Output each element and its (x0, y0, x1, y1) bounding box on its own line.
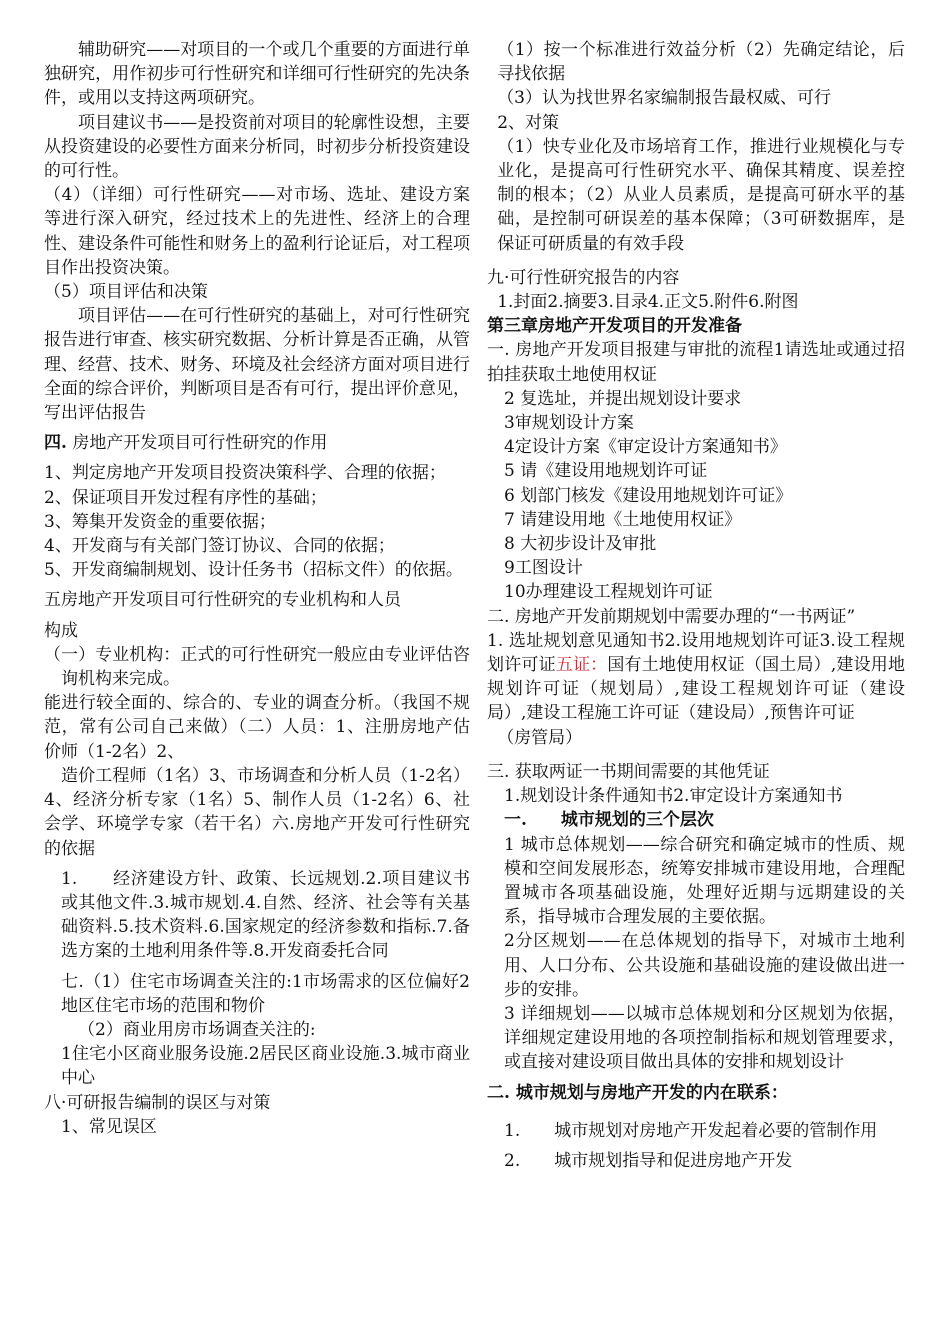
list-item: 10办理建设工程规划许可证 (504, 582, 713, 603)
section-4-title: 房地产开发项目可行性研究的作用 (66, 433, 328, 454)
list-item: 6 划部门核发《建设用地规划许可证》 (504, 485, 793, 506)
list-item: 4、开发商与有关部门签订协议、合同的依据； (44, 536, 395, 557)
heading-other-certificates: 三. 获取两证一书期间需要的其他凭证 (487, 761, 770, 782)
paragraph-detailed-plan: 3 详细规划——以城市总体规划和分区规划为依据，详细规定建设用地的各项控制指标和规划管理要求，或直接对建设项目做出具体的安排和规划设计 (504, 1003, 905, 1073)
certificates-text: 1. 选址规划意见通知书2.设用地规划许可证3.设工程规划许可证 (487, 630, 905, 676)
approval-steps (487, 387, 905, 605)
heading-planning-relation: 二. 城市规划与房地产开发的内在联系： (487, 1082, 788, 1103)
paragraph-other-certificates: 1.规划设计条件通知书2.审定设计方案通知书 (504, 786, 843, 807)
paragraph-auxiliary-study: 辅助研究——对项目的一个或几个重要的方面进行单独研究，用作初步可行性研究和详细可行性研究的先决条件，或用以支持这两项研究。 (44, 40, 470, 109)
heading-section-8: 八·可研报告编制的误区与对策 (44, 1092, 271, 1113)
paragraph-feasibility-study: （4）（详细）可行性研究——对市场、选址、建设方案等进行深入研究，经过技术上的先进性、经济上的合理性、建设条件可能性和财务上的盈利行论证后，对工程项目作出投资决策。 (44, 185, 470, 278)
heading-countermeasures: 2、对策 (497, 112, 560, 133)
paragraph-report-contents: 1.封面2.摘要3.目录4.正文5.附件6.附图 (497, 292, 799, 313)
right-column (487, 38, 905, 1173)
paragraph-mistake-3: （3）认为找世界名家编制报告最权威、可行 (497, 88, 832, 109)
paragraph-relation-2: 2. 城市规划指导和促进房地产开发 (504, 1150, 793, 1171)
paragraph-master-plan: 1 城市总体规划——综合研究和确定城市的性质、规模和空间发展形态，统筹安排城市建设用地，合理配置城市各项基础设施，处理好近期与远期建设的关系，指导城市合理发展的主要依据。 (504, 834, 905, 928)
paragraph-professional-agency: （一）专业机构：正式的可行性研究一般应由专业评估咨询机构来完成。 (44, 644, 470, 690)
list-item: 2 复选址，并提出规划设计要求 (504, 388, 742, 409)
list-item: 1、判定房地产开发项目投资决策科学、合理的依据； (44, 463, 446, 484)
list-item: 7 请建设用地《土地使用权证》 (504, 509, 742, 530)
paragraph-relation-1: 1. 城市规划对房地产开发起着必要的管制作用 (504, 1120, 878, 1141)
paragraph-basis-list: 1. 经济建设方针、政策、长远规划.2.项目建议书或其他文件.3.城市规划.4.自然、经济、社会等有关基础资料.5.技术资料.6.国家规定的经济参数和指标.7.备选方案的土地利用条件等.8.开发商委托合同 (61, 868, 470, 962)
heading-section-5: 五房地产开发项目可行性研究的专业机构和人员 (44, 590, 401, 611)
role-list (44, 461, 470, 582)
paragraph-project-evaluation: 项目评估——在可行性研究的基础上，对可行性研究报告进行审查、核实研究数据、分析计算是否正确，从管理、经营、技术、财务、环境及社会经济方面对项目进行全面的综合评价，判断项目是否有可行，提出评价意见，写出评估报告 (44, 306, 470, 424)
paragraph-personnel: 能进行较全面的、综合的、专业的调查分析。（我国不规范，常有公司自己来做）（二）人员：1、注册房地产估价师（1-2名）2、 (44, 693, 470, 762)
heading-one-book-two-certs: 二. 房地产开发前期规划中需要办理的“一书两证” (487, 606, 856, 627)
heading-section-9: 九·可行性研究报告的内容 (487, 267, 680, 288)
section-4-number: 四. (44, 433, 67, 454)
list-item: 3、筹集开发资金的重要依据； (44, 511, 276, 532)
paragraph-mistakes-1-2: （1）按一个标准进行效益分析（2）先确定结论，后寻找依据 (497, 40, 905, 85)
heading-common-mistakes: 1、常见误区 (61, 1116, 157, 1137)
housing-bureau-note: （房管局） (497, 727, 583, 748)
paragraph-countermeasures: （1）快专业化及市场培育工作，推进行业规模化与专业化，是提高可行性研究水平、确保其精度、误差控制的根本；（2）从业人员素质，是提高可研水平的基础，是控制可研误差的基本保障；（3可研数据库，是保证可研质量的有效手段 (497, 136, 905, 254)
paragraph-district-plan: 2分区规划——在总体规划的指导下，对城市土地利用、人口分布、公共设施和基础设施的建设做出进一步的安排。 (504, 931, 905, 1000)
chapter-title: 第三章房地产开发项目的开发准备 (487, 316, 742, 337)
list-item: 4定设计方案《审定设计方案通知书》 (504, 437, 787, 458)
list-item: 5、开发商编制规划、设计任务书（招标文件）的依据。 (44, 560, 463, 581)
heading-section-5-cont: 构成 (44, 620, 78, 641)
list-item: 2、保证项目开发过程有序性的基础； (44, 487, 327, 508)
heading-evaluation-decision: （5）项目评估和决策 (44, 282, 208, 303)
left-column (44, 38, 470, 1139)
paragraph-project-proposal: 项目建议书——是投资前对项目的轮廓性设想，主要从投资建设的必要性方面来分析同，时初步分析投资建设的可行性。 (44, 112, 470, 182)
paragraph-personnel-cont: 造价工程师（1名）3、市场调查和分析人员（1-2名）4、经济分析专家（1名）5、制作人员（1-2名）6、社会学、环境学专家（若干名）六.房地产开发可行性研究的依据 (44, 765, 470, 859)
list-item: 5 请《建设用地规划许可证 (504, 461, 708, 482)
paragraph-approval-flow: 一. 房地产开发项目报建与审批的流程1请选址或通过招拍挂获取土地使用权证 (487, 340, 905, 385)
paragraph-commercial-items: 1住宅小区商业服务设施.2居民区商业设施.3.城市商业中心 (61, 1044, 470, 1089)
list-item: 8 大初步设计及审批 (504, 534, 657, 555)
paragraph-commercial-survey: （2）商业用房市场调查关注的: (78, 1019, 316, 1040)
paragraph-residential-survey: 七.（1）住宅市场调查关注的:1市场需求的区位偏好2地区住宅市场的范围和物价 (61, 971, 470, 1016)
list-item: 3审规划设计方案 (504, 413, 634, 434)
heading-planning-levels: 一. 城市规划的三个层次 (504, 810, 714, 831)
five-certs-label: 五证： (555, 655, 608, 676)
paragraph-certificates (487, 629, 905, 726)
heading-section-4 (44, 431, 470, 455)
list-item: 9工图设计 (504, 558, 583, 579)
certificates-list: 国有土地使用权证（国土局）,建设用地规划许可证（规划局）,建设工程规划许可证（建设局）,建设工程施工许可证（建设局）,预售许可证 (487, 655, 906, 724)
